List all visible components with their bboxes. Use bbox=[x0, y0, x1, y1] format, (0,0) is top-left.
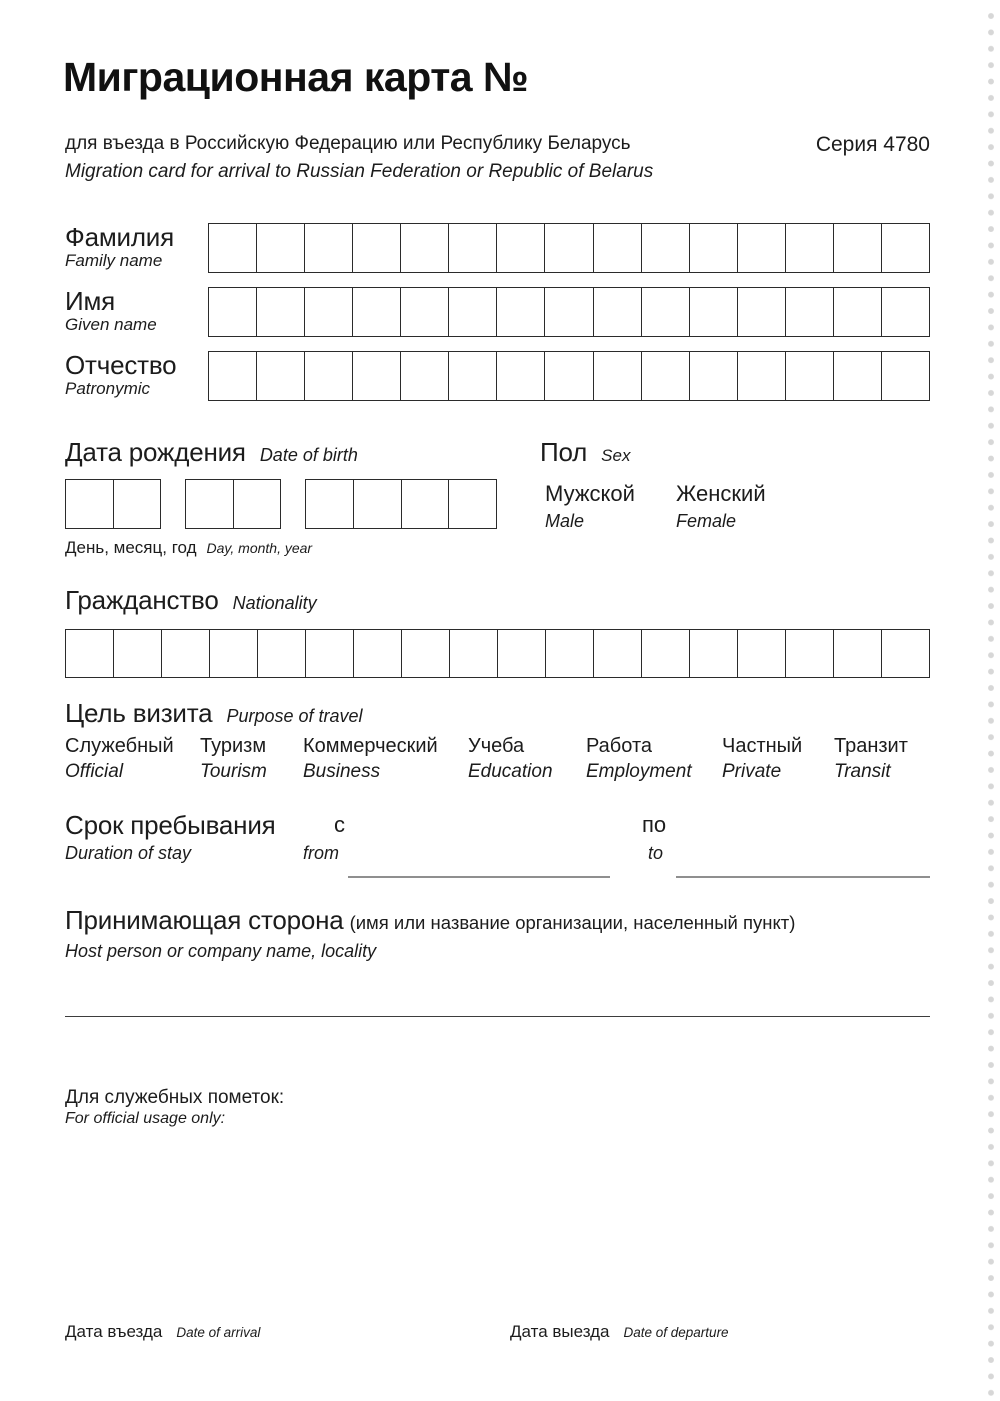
grid-cell[interactable] bbox=[448, 224, 496, 272]
date-arrival-ru: Дата въезда bbox=[65, 1322, 163, 1341]
grid-cell[interactable] bbox=[689, 224, 737, 272]
grid-cell[interactable] bbox=[306, 480, 353, 528]
host-note-ru: (имя или название организации, населенный пункт) bbox=[349, 912, 796, 933]
series-number: Серия 4780 bbox=[815, 133, 930, 156]
grid-cell[interactable] bbox=[593, 352, 641, 400]
patronymic-label-en: Patronymic bbox=[65, 379, 151, 399]
purpose-tourism-en: Tourism bbox=[200, 761, 267, 782]
perforation-dots bbox=[984, 8, 998, 1401]
purpose-label-ru: Цель визита bbox=[65, 698, 213, 728]
purpose-employment-ru: Работа bbox=[586, 735, 652, 757]
date-arrival-en: Date of arrival bbox=[176, 1325, 261, 1340]
grid-cell[interactable] bbox=[881, 352, 929, 400]
field-row-patronymic bbox=[65, 351, 930, 401]
host-heading bbox=[65, 905, 795, 936]
page-title: Миграционная карта № bbox=[63, 54, 529, 100]
grid-cell[interactable] bbox=[689, 630, 737, 677]
grid-cell[interactable] bbox=[881, 288, 929, 336]
grid-cell[interactable] bbox=[785, 224, 833, 272]
purpose-label-en: Purpose of travel bbox=[226, 706, 363, 726]
purpose-option-official[interactable] bbox=[65, 735, 174, 783]
grid-cell[interactable] bbox=[496, 224, 544, 272]
grid-cell[interactable] bbox=[352, 224, 400, 272]
grid-cell[interactable] bbox=[737, 288, 785, 336]
grid-cell[interactable] bbox=[689, 352, 737, 400]
purpose-education-en: Education bbox=[468, 761, 553, 782]
purpose-business-ru: Коммерческий bbox=[303, 735, 438, 757]
nationality-heading bbox=[65, 585, 317, 616]
purpose-private-ru: Частный bbox=[722, 735, 803, 757]
date-of-arrival-label bbox=[65, 1322, 260, 1342]
grid-cell[interactable] bbox=[593, 224, 641, 272]
date-departure-en: Date of departure bbox=[623, 1325, 729, 1340]
purpose-option-employment[interactable] bbox=[586, 735, 692, 783]
grid-cell[interactable] bbox=[545, 630, 593, 677]
given-name-input-grid[interactable] bbox=[208, 287, 930, 337]
grid-cell[interactable] bbox=[353, 630, 401, 677]
grid-cell[interactable] bbox=[496, 288, 544, 336]
sex-female-label-en: Female bbox=[676, 511, 737, 531]
grid-cell[interactable] bbox=[305, 630, 353, 677]
grid-cell[interactable] bbox=[544, 288, 592, 336]
grid-cell[interactable] bbox=[113, 630, 161, 677]
host-label-ru: Принимающая сторона bbox=[65, 905, 344, 935]
patronymic-input-grid[interactable] bbox=[208, 351, 930, 401]
purpose-transit-en: Transit bbox=[834, 761, 891, 782]
grid-cell[interactable] bbox=[785, 630, 833, 677]
date-of-birth-heading bbox=[65, 437, 358, 468]
grid-cell[interactable] bbox=[233, 480, 281, 528]
grid-cell[interactable] bbox=[209, 288, 256, 336]
birth-month-input-grid[interactable] bbox=[185, 479, 281, 529]
purpose-option-transit[interactable] bbox=[834, 735, 908, 783]
grid-cell[interactable] bbox=[881, 224, 929, 272]
grid-cell[interactable] bbox=[737, 630, 785, 677]
field-row-given-name bbox=[65, 287, 930, 337]
purpose-option-business[interactable] bbox=[303, 735, 438, 783]
sex-label-ru: Пол bbox=[540, 437, 588, 467]
nationality-label-en: Nationality bbox=[232, 593, 317, 613]
grid-cell[interactable] bbox=[352, 288, 400, 336]
family-name-label-en: Family name bbox=[65, 251, 163, 271]
grid-cell[interactable] bbox=[544, 224, 592, 272]
purpose-heading bbox=[65, 698, 363, 729]
grid-cell[interactable] bbox=[833, 352, 881, 400]
duration-label-en: Duration of stay bbox=[65, 843, 192, 863]
duration-label-ru: Срок пребывания bbox=[65, 810, 276, 840]
grid-cell[interactable] bbox=[352, 352, 400, 400]
grid-cell[interactable] bbox=[401, 630, 449, 677]
sex-male-label-ru: Мужской bbox=[545, 481, 635, 506]
grid-cell[interactable] bbox=[256, 352, 304, 400]
grid-cell[interactable] bbox=[113, 480, 161, 528]
grid-cell[interactable] bbox=[400, 352, 448, 400]
grid-cell[interactable] bbox=[257, 630, 305, 677]
nationality-label-ru: Гражданство bbox=[65, 585, 219, 615]
grid-cell[interactable] bbox=[544, 352, 592, 400]
birth-day-input-grid[interactable] bbox=[65, 479, 161, 529]
sex-option-male[interactable] bbox=[545, 481, 635, 532]
grid-cell[interactable] bbox=[833, 630, 881, 677]
purpose-option-tourism[interactable] bbox=[200, 735, 267, 783]
grid-cell[interactable] bbox=[641, 630, 689, 677]
nationality-input-grid[interactable] bbox=[65, 629, 930, 678]
grid-cell[interactable] bbox=[209, 224, 256, 272]
grid-cell[interactable] bbox=[209, 630, 257, 677]
duration-from-label-en: from bbox=[303, 843, 339, 863]
purpose-option-private[interactable] bbox=[722, 735, 802, 783]
purpose-education-ru: Учеба bbox=[468, 735, 525, 757]
grid-cell[interactable] bbox=[209, 352, 256, 400]
birth-year-input-grid[interactable] bbox=[305, 479, 497, 529]
grid-cell[interactable] bbox=[256, 288, 304, 336]
sex-female-label-ru: Женский bbox=[676, 481, 766, 506]
official-marks-label-en: For official usage only: bbox=[65, 1110, 226, 1127]
grid-cell[interactable] bbox=[593, 288, 641, 336]
grid-cell[interactable] bbox=[689, 288, 737, 336]
grid-cell[interactable] bbox=[833, 224, 881, 272]
birth-hint-ru: День, месяц, год bbox=[65, 538, 197, 557]
duration-to-label-ru: по bbox=[642, 812, 667, 837]
purpose-option-education[interactable] bbox=[468, 735, 553, 783]
field-row-family-name bbox=[65, 223, 930, 273]
birth-format-hint bbox=[65, 538, 312, 558]
grid-cell[interactable] bbox=[256, 224, 304, 272]
grid-cell[interactable] bbox=[641, 352, 689, 400]
grid-cell[interactable] bbox=[881, 630, 929, 677]
grid-cell[interactable] bbox=[641, 288, 689, 336]
duration-from-label-ru: с bbox=[334, 812, 345, 837]
sex-male-label-en: Male bbox=[545, 511, 585, 531]
grid-cell[interactable] bbox=[304, 224, 352, 272]
sex-option-female[interactable] bbox=[676, 481, 766, 532]
grid-cell[interactable] bbox=[593, 630, 641, 677]
date-of-birth-label-ru: Дата рождения bbox=[65, 437, 246, 467]
grid-cell[interactable] bbox=[448, 288, 496, 336]
grid-cell[interactable] bbox=[448, 352, 496, 400]
subtitle-russian: для въезда в Российскую Федерацию или Республику Беларусь bbox=[65, 133, 631, 154]
family-name-label bbox=[65, 223, 174, 271]
purpose-business-en: Business bbox=[303, 761, 381, 782]
grid-cell[interactable] bbox=[161, 630, 209, 677]
date-of-departure-label bbox=[510, 1322, 729, 1342]
date-departure-ru: Дата выезда bbox=[510, 1322, 610, 1341]
sex-label-en: Sex bbox=[601, 446, 631, 465]
grid-cell[interactable] bbox=[785, 352, 833, 400]
grid-cell[interactable] bbox=[737, 224, 785, 272]
subtitle-english: Migration card for arrival to Russian Federation or Republic of Belarus bbox=[65, 161, 654, 182]
grid-cell[interactable] bbox=[448, 480, 496, 528]
grid-cell[interactable] bbox=[304, 288, 352, 336]
grid-cell[interactable] bbox=[496, 352, 544, 400]
grid-cell[interactable] bbox=[833, 288, 881, 336]
patronymic-label-ru: Отчество bbox=[65, 350, 177, 380]
official-marks-label-ru: Для служебных пометок: bbox=[65, 1087, 285, 1108]
duration-to-label-en: to bbox=[648, 843, 664, 863]
grid-cell[interactable] bbox=[400, 288, 448, 336]
grid-cell[interactable] bbox=[737, 352, 785, 400]
patronymic-label bbox=[65, 351, 176, 399]
grid-cell[interactable] bbox=[353, 480, 401, 528]
grid-cell[interactable] bbox=[497, 630, 545, 677]
grid-cell[interactable] bbox=[401, 480, 449, 528]
grid-cell[interactable] bbox=[449, 630, 497, 677]
family-name-input-grid[interactable] bbox=[208, 223, 930, 273]
given-name-label bbox=[65, 287, 157, 335]
birth-hint-en: Day, month, year bbox=[206, 540, 313, 556]
grid-cell[interactable] bbox=[304, 352, 352, 400]
duration-to-input-line[interactable] bbox=[676, 876, 930, 878]
purpose-official-en: Official bbox=[65, 761, 124, 782]
family-name-label-ru: Фамилия bbox=[65, 222, 174, 252]
sex-heading bbox=[540, 437, 630, 468]
given-name-label-en: Given name bbox=[65, 315, 157, 335]
purpose-transit-ru: Транзит bbox=[834, 735, 908, 757]
host-input-line[interactable] bbox=[65, 1016, 930, 1017]
grid-cell[interactable] bbox=[785, 288, 833, 336]
grid-cell[interactable] bbox=[641, 224, 689, 272]
grid-cell[interactable] bbox=[400, 224, 448, 272]
host-label-en: Host person or company name, locality bbox=[65, 941, 377, 961]
duration-from-input-line[interactable] bbox=[348, 876, 610, 878]
date-of-birth-label-en: Date of birth bbox=[259, 445, 358, 465]
purpose-employment-en: Employment bbox=[586, 761, 692, 782]
given-name-label-ru: Имя bbox=[65, 286, 116, 316]
grid-cell[interactable] bbox=[186, 480, 233, 528]
grid-cell[interactable] bbox=[66, 630, 113, 677]
purpose-official-ru: Служебный bbox=[65, 735, 174, 757]
purpose-private-en: Private bbox=[722, 761, 782, 782]
purpose-tourism-ru: Туризм bbox=[200, 735, 267, 757]
grid-cell[interactable] bbox=[66, 480, 113, 528]
